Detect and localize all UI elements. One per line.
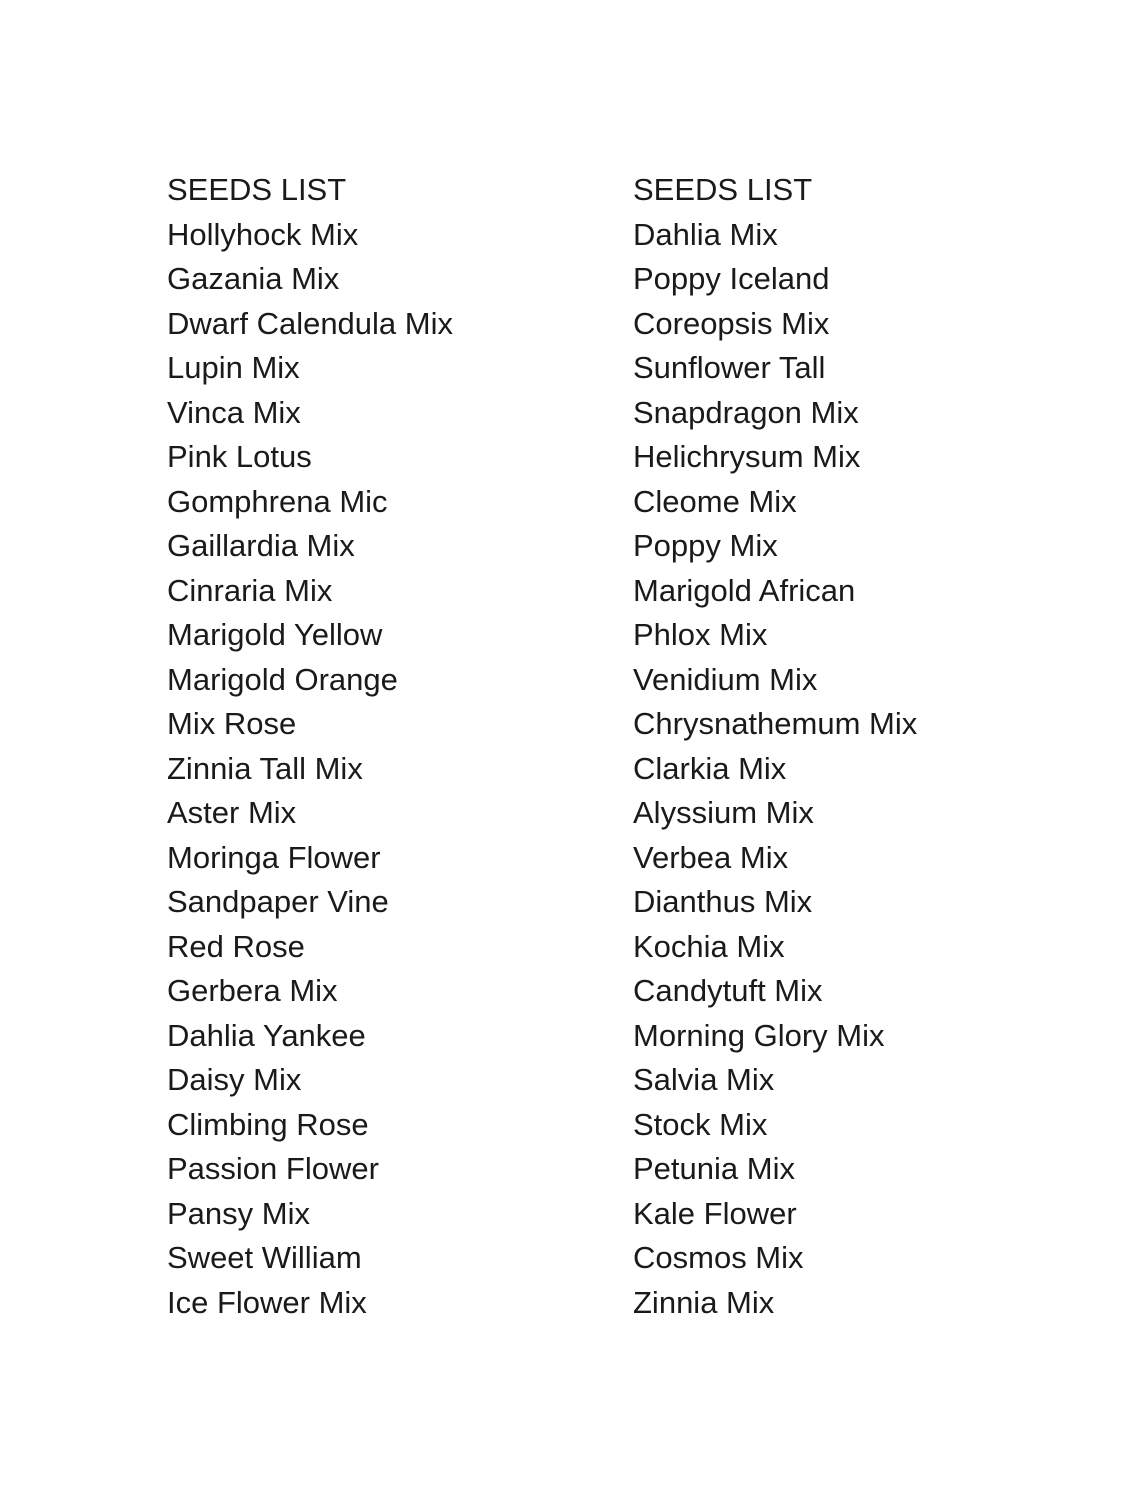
list-item: Gaillardia Mix	[167, 528, 355, 563]
list-item: Marigold Yellow	[167, 617, 383, 652]
list-item: Verbea Mix	[633, 839, 789, 875]
list-item: Marigold Orange	[167, 661, 398, 697]
seeds-list-right	[633, 213, 917, 1326]
list-item: Clarkia Mix	[633, 750, 787, 786]
list-item: Climbing Rose	[167, 1106, 369, 1142]
list-item: Helichrysum Mix	[633, 439, 861, 474]
list-item: Zinnia Mix	[633, 1284, 775, 1320]
list-item: Petunia Mix	[633, 1151, 795, 1186]
list-item: Red Rose	[167, 928, 305, 964]
list-item: Daisy Mix	[167, 1062, 302, 1097]
list-item: Kochia Mix	[633, 928, 785, 964]
list-item: Dahlia Mix	[633, 216, 778, 252]
list-item: Morning Glory Mix	[633, 1017, 885, 1053]
list-item: Sandpaper Vine	[167, 884, 389, 919]
list-item: Dianthus Mix	[633, 884, 813, 919]
list-item: Aster Mix	[167, 795, 297, 830]
list-item: Passion Flower	[167, 1151, 379, 1186]
list-item: Pink Lotus	[167, 439, 312, 474]
list-item: Salvia Mix	[633, 1062, 775, 1097]
list-item: Gomphrena Mic	[167, 483, 388, 519]
list-item: Cleome Mix	[633, 483, 797, 519]
list-item: Marigold African	[633, 572, 856, 608]
list-item: Ice Flower Mix	[167, 1284, 367, 1320]
list-item: Dahlia Yankee	[167, 1017, 366, 1053]
seeds-list-column-left	[167, 168, 453, 1325]
list-item: Pansy Mix	[167, 1195, 310, 1231]
list-item: Cosmos Mix	[633, 1240, 804, 1275]
list-item: Zinnia Tall Mix	[167, 750, 363, 786]
list-item: Gerbera Mix	[167, 973, 338, 1008]
list-item: Alyssium Mix	[633, 795, 814, 830]
seeds-list-title-right: SEEDS LIST	[633, 172, 813, 207]
seeds-list-column-right	[633, 168, 917, 1325]
list-item: Vinca Mix	[167, 394, 301, 430]
list-item: Cinraria Mix	[167, 572, 333, 608]
list-item: Hollyhock Mix	[167, 216, 359, 252]
list-item: Coreopsis Mix	[633, 305, 830, 341]
list-item: Venidium Mix	[633, 661, 818, 697]
seeds-list-title-left: SEEDS LIST	[167, 172, 347, 207]
list-item: Gazania Mix	[167, 261, 340, 296]
seeds-list-left	[167, 213, 453, 1326]
list-item: Dwarf Calendula Mix	[167, 305, 453, 341]
list-item: Candytuft Mix	[633, 973, 823, 1008]
list-item: Sunflower Tall	[633, 350, 826, 385]
list-item: Chrysnathemum Mix	[633, 706, 918, 741]
list-item: Poppy Mix	[633, 528, 778, 563]
list-item: Mix Rose	[167, 706, 297, 741]
list-item: Kale Flower	[633, 1195, 797, 1231]
list-item: Moringa Flower	[167, 839, 381, 875]
list-item: Sweet William	[167, 1240, 362, 1275]
list-item: Phlox Mix	[633, 617, 768, 652]
list-item: Snapdragon Mix	[633, 394, 859, 430]
list-item: Lupin Mix	[167, 350, 300, 385]
list-item: Poppy Iceland	[633, 261, 830, 296]
list-item: Stock Mix	[633, 1106, 768, 1142]
